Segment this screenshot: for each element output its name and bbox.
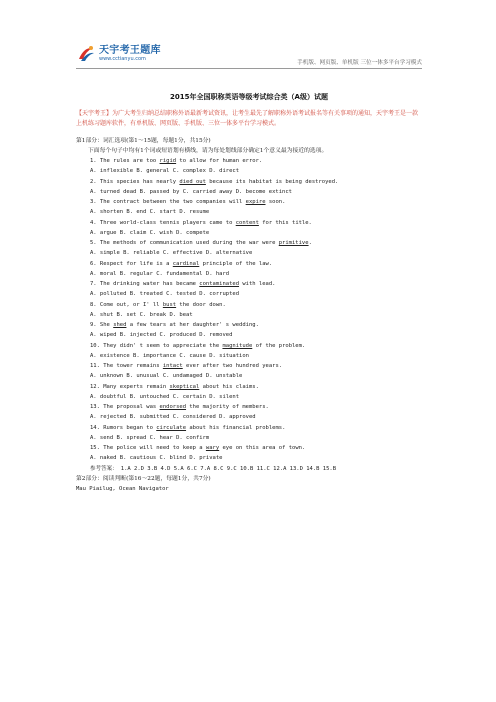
question-stem: 13. The proposal was endorsed the majority of members. <box>90 404 269 411</box>
underlined-word: content <box>235 219 259 226</box>
logo-icon <box>76 44 96 64</box>
question-stem: 7. The drinking water has became contaminated with lead. <box>90 281 276 288</box>
question-stem: 4. Three world-class tennis players came to content for this title. <box>90 219 312 226</box>
question-options: A. inflexible B. general C. complex D. direct <box>90 168 240 175</box>
question-options: A. doubtful B. untouched C. certain D. silent <box>90 393 240 400</box>
logo-name: 天宇考王题库 <box>99 45 161 56</box>
underlined-word: circulate <box>156 424 187 431</box>
underlined-word: primitive <box>278 240 309 247</box>
promo-intro: 【天宇考王】为广大考生归纳总结职称外语最新考试资讯，让考生最先了解职称外语考试报名等有关事项的通知，天宇考王是一款上机练习题库软件，有单机版、网页版、手机版、三位一体多平台学习模式。 <box>76 110 419 128</box>
document-body <box>76 92 422 494</box>
answer-key: 参考答案： 1.A 2.D 3.B 4.D 5.A 6.C 7.A 8.C 9.C 10.B 11.C 12.A 13.D 14.B 15.B <box>90 465 337 472</box>
question-stem: 2. This species has nearly died out because its habitat is being destroyed. <box>90 178 339 185</box>
underlined-word: died out <box>179 178 206 185</box>
question-options: A. argue B. claim C. wish D. compete <box>90 229 210 236</box>
underlined-word: magnitude <box>222 342 253 349</box>
underlined-word: shed <box>113 322 127 329</box>
question-options: A. send B. spread C. hear D. confirm <box>90 434 210 441</box>
underlined-word: endorsed <box>159 404 187 411</box>
question-stem: 6. Respect for life is a cardinal principle of the law. <box>90 260 273 267</box>
question-stem: 11. The tower remains intact ever after two hundred years. <box>90 363 283 370</box>
question-stem: 15. The police will need to keep a wary eye on this area of town. <box>90 445 306 452</box>
question-options: A. existence B. importance C. cause D. situation <box>90 352 249 359</box>
underlined-word: wary <box>205 445 220 452</box>
question-options: A. unknown B. unusual C. undamaged D. unstable <box>90 373 243 380</box>
question-options: A. simple B. reliable C. effective D. alternative <box>90 250 253 257</box>
question-stem: 3. The contract between the two companies will expire soon. <box>90 199 286 206</box>
question-stem: 12. Many experts remain skeptical about his claims. <box>90 383 259 390</box>
underlined-word: contaminated <box>199 281 240 288</box>
header-slogan: 手机版、网页版、单机版 三位一体多平台学习模式 <box>297 60 422 66</box>
question-list <box>76 156 422 464</box>
question-stem: 14. Rumors began to circulate about his financial problems. <box>90 424 286 431</box>
underlined-word: skeptical <box>169 383 200 390</box>
question-options: A. turned dead B. passed by C. carried away D. become extinct <box>90 188 292 195</box>
underlined-word: rigid <box>159 158 177 165</box>
section1-instruction: 下面每个句子中均有1个词或短语划有横线，请为每处划线部分确定1个意义最为接近的选项。 <box>88 148 328 155</box>
question-options: A. shorten B. end C. start D. resume <box>90 209 210 216</box>
question-options: A. wiped B. injected C. produced D. removed <box>90 332 233 339</box>
question-options: A. polluted B. treated C. tested D. corrupted <box>90 291 240 298</box>
underlined-word: intact <box>162 363 183 370</box>
header-divider <box>76 68 422 69</box>
underlined-word: bust <box>162 301 177 308</box>
page-header <box>0 0 496 72</box>
question-options: A. moral B. regular C. fundamental D. hard <box>90 270 230 277</box>
underlined-word: cardinal <box>172 260 200 267</box>
question-stem: 8. Come out, or I' ll bust the door down. <box>90 301 226 308</box>
question-stem: 5. The methods of communication used during the war were primitive. <box>90 240 312 247</box>
underlined-word: expire <box>245 199 266 206</box>
question-options: A. rejected B. submitted C. considered D. approved <box>90 414 256 421</box>
logo <box>76 44 161 64</box>
question-stem: 1. The rules are too rigid to allow for human error. <box>90 158 263 165</box>
section1-heading: 第1部分：词汇选项(第1～15题，每题1分，共15分) <box>76 137 211 144</box>
passage-title: Mau Piailug, Ocean Navigator <box>76 486 169 493</box>
logo-url[interactable]: www.cctianyu.com <box>99 56 146 62</box>
question-options: A. naked B. cautious C. blind D. private <box>90 455 223 462</box>
document-title: 2015年全国职称英语等级考试综合类（A级）试题 <box>170 93 328 101</box>
question-options: A. shut B. set C. break D. beat <box>90 311 193 318</box>
question-stem: 10. They didn' t seem to appreciate the magnitude of the problem. <box>90 342 306 349</box>
section2-heading: 第2部分：阅读判断(第16～22题，每题1分，共7分) <box>76 475 211 482</box>
question-stem: 9. She shed a few tears at her daughter' s wedding. <box>90 322 259 329</box>
